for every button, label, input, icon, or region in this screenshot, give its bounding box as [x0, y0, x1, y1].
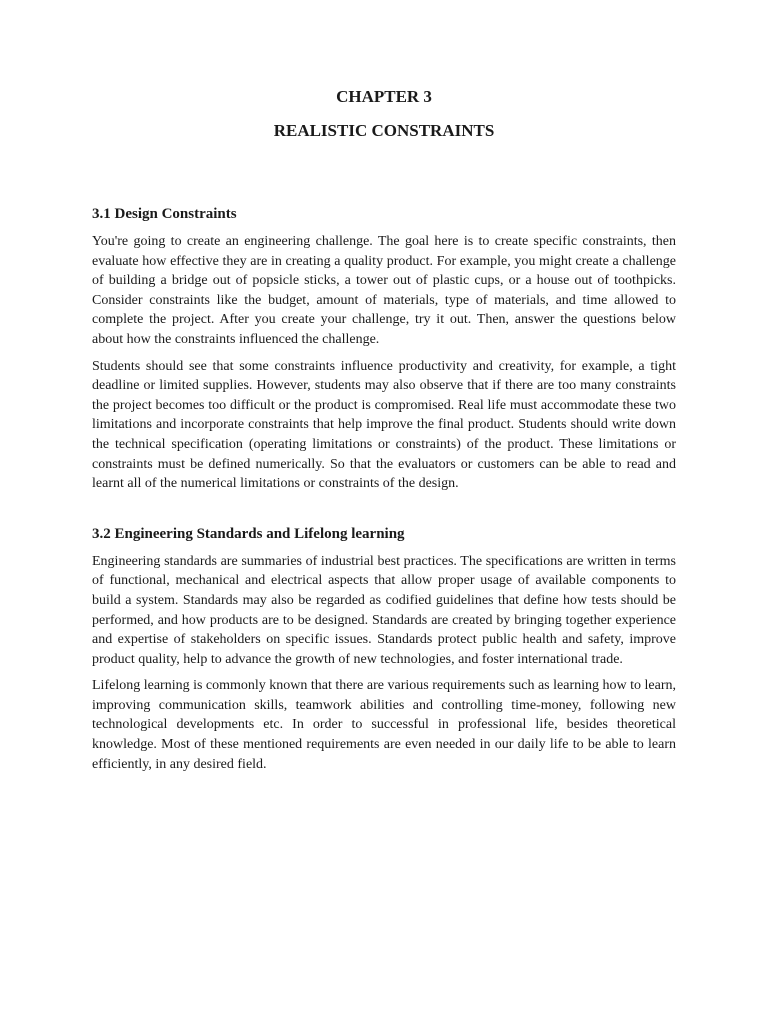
paragraph: Lifelong learning is commonly known that there are various requirements such as learning how to learn, improving communication skills, teamwork abilities and controlling time-money, following new technological developments etc. In order to successful in professional life, besides theoretical knowledge. Most of these mentioned requirements are even needed in our daily life to be able to learn efficiently, in any desired field. — [92, 678, 676, 772]
paragraph: Engineering standards are summaries of industrial best practices. The specifications are written in terms of functional, mechanical and electrical aspects that allow proper usage of available components to build a system. Standards may also be regarded as codified guidelines that define how tests should be performed, and how products are to be designed. Standards are created by bringing together experience and expertise of stakeholders on specific issues. Standards protect public health and safety, improve product quality, help to advance the growth of new technologies, and foster international trade. — [92, 553, 676, 667]
section-design-constraints — [92, 204, 676, 494]
section-heading: 3.1 Design Constraints — [92, 206, 237, 222]
paragraph: You're going to create an engineering challenge. The goal here is to create specific constraints, then evaluate how effective they are in creating a quality product. For example, you might create a challenge of building a bridge out of popsicle sticks, a tower out of plastic cups, or a house out of toothpicks. Consider constraints like the budget, amount of materials, type of materials, and time allowed to complete the project. After you create your challenge, try it out. Then, answer the questions below about how the constraints influenced the challenge. — [92, 234, 676, 347]
chapter-number: CHAPTER 3 — [336, 87, 432, 106]
section-heading: 3.2 Engineering Standards and Lifelong learning — [92, 525, 405, 542]
section-engineering-standards — [92, 524, 676, 775]
chapter-title: REALISTIC CONSTRAINTS — [273, 121, 495, 140]
paragraph: Students should see that some constraints influence productivity and creativity, for example, a tight deadline or limited supplies. However, students may also observe that if there are too many constraints the project becomes too difficult or the product is compromised. Real life must accommodate these two limitations and incorporate constraints that help improve the final product. Students should write down the technical specification (operating limitations or constraints) of the product. These limitations or constraints must be defined numerically. So that the evaluators or customers can be able to read and learnt all of the numerical limitations or constraints of the design. — [92, 358, 676, 492]
